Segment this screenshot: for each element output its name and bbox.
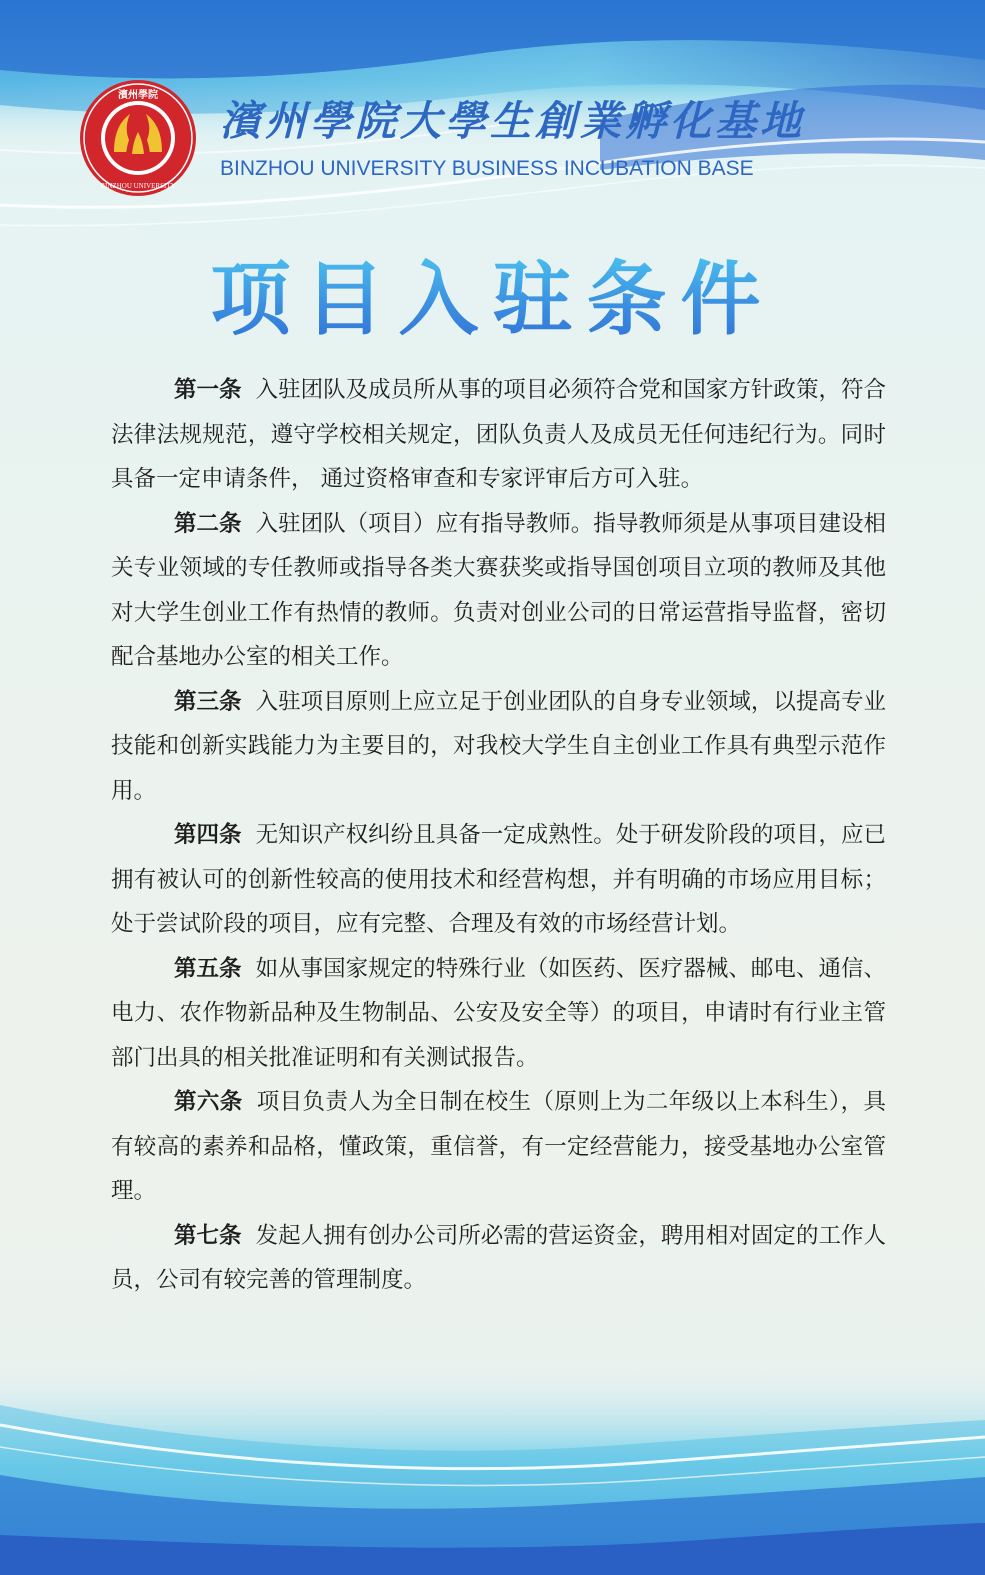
- article-label: 第六条: [174, 1089, 243, 1115]
- article-5: [111, 947, 886, 1081]
- article-label: 第一条: [174, 377, 242, 403]
- page-title: 项目入驻条件: [0, 250, 985, 350]
- logo-ring-en: BINZHOU UNIVERSITY: [100, 182, 176, 190]
- article-label: 第三条: [174, 688, 242, 715]
- logo-ring-cn: 濱州學院: [118, 90, 158, 101]
- article-text: 入驻团队及成员所从事的项目必须符合党和国家方针政策，符合法律法规规范，遵守学校相关规定，团队负责人及成员无任何违纪行为。同时具备一定申请条件， 通过资格审查和专家评审后方可入驻。: [111, 377, 886, 492]
- article-2: [111, 502, 886, 680]
- article-label: 第四条: [174, 822, 242, 848]
- article-label: 第二条: [174, 510, 242, 537]
- articles-list: [111, 368, 886, 1303]
- article-label: 第五条: [174, 955, 242, 982]
- article-text: 如从事国家规定的特殊行业（如医药、医疗器械、邮电、通信、电力、农作物新品种及生物制品、公安及安全等）的项目，申请时有行业主管部门出具的相关批准证明和有关测试报告。: [111, 955, 886, 1071]
- header: [78, 78, 838, 202]
- article-text: 无知识产权纠纷且具备一定成熟性。处于研发阶段的项目，应已拥有被认可的创新性较高的使用技术和经营构想，并有明确的市场应用目标；处于尝试阶段的项目，应有完整、合理及有效的市场经营计划。: [111, 822, 886, 937]
- article-7: [111, 1214, 886, 1303]
- article-3: [111, 680, 886, 814]
- incubation-base-cn-name: 濱州學院大學生創業孵化基地: [220, 97, 805, 145]
- article-text: 项目负责人为全日制在校生（原则上为二年级以上本科生），具有较高的素养和品格，懂政策，重信誉，有一定经营能力，接受基地办公室管理。: [111, 1089, 886, 1204]
- university-logo: [78, 78, 198, 198]
- incubation-base-en-name: BINZHOU UNIVERSITY BUSINESS INCUBATION BASE: [220, 157, 754, 180]
- article-1: [111, 368, 886, 502]
- article-6: [111, 1080, 886, 1214]
- article-text: 入驻团队（项目）应有指导教师。指导教师须是从事项目建设相关专业领域的专任教师或指导各类大赛获奖或指导国创项目立项的教师及其他对大学生创业工作有热情的教师。负责对创业公司的日常运营指导监督，密切配合基地办公室的相关工作。: [111, 510, 886, 670]
- article-label: 第七条: [174, 1222, 242, 1249]
- article-text: 入驻项目原则上应立足于创业团队的自身专业领域，以提高专业技能和创新实践能力为主要目的，对我校大学生自主创业工作具有典型示范作用。: [111, 688, 886, 804]
- bottom-wave-decoration: [0, 1365, 985, 1575]
- article-text: 发起人拥有创办公司所必需的营运资金，聘用相对固定的工作人员，公司有较完善的管理制度。: [111, 1222, 886, 1293]
- article-4: [111, 813, 886, 947]
